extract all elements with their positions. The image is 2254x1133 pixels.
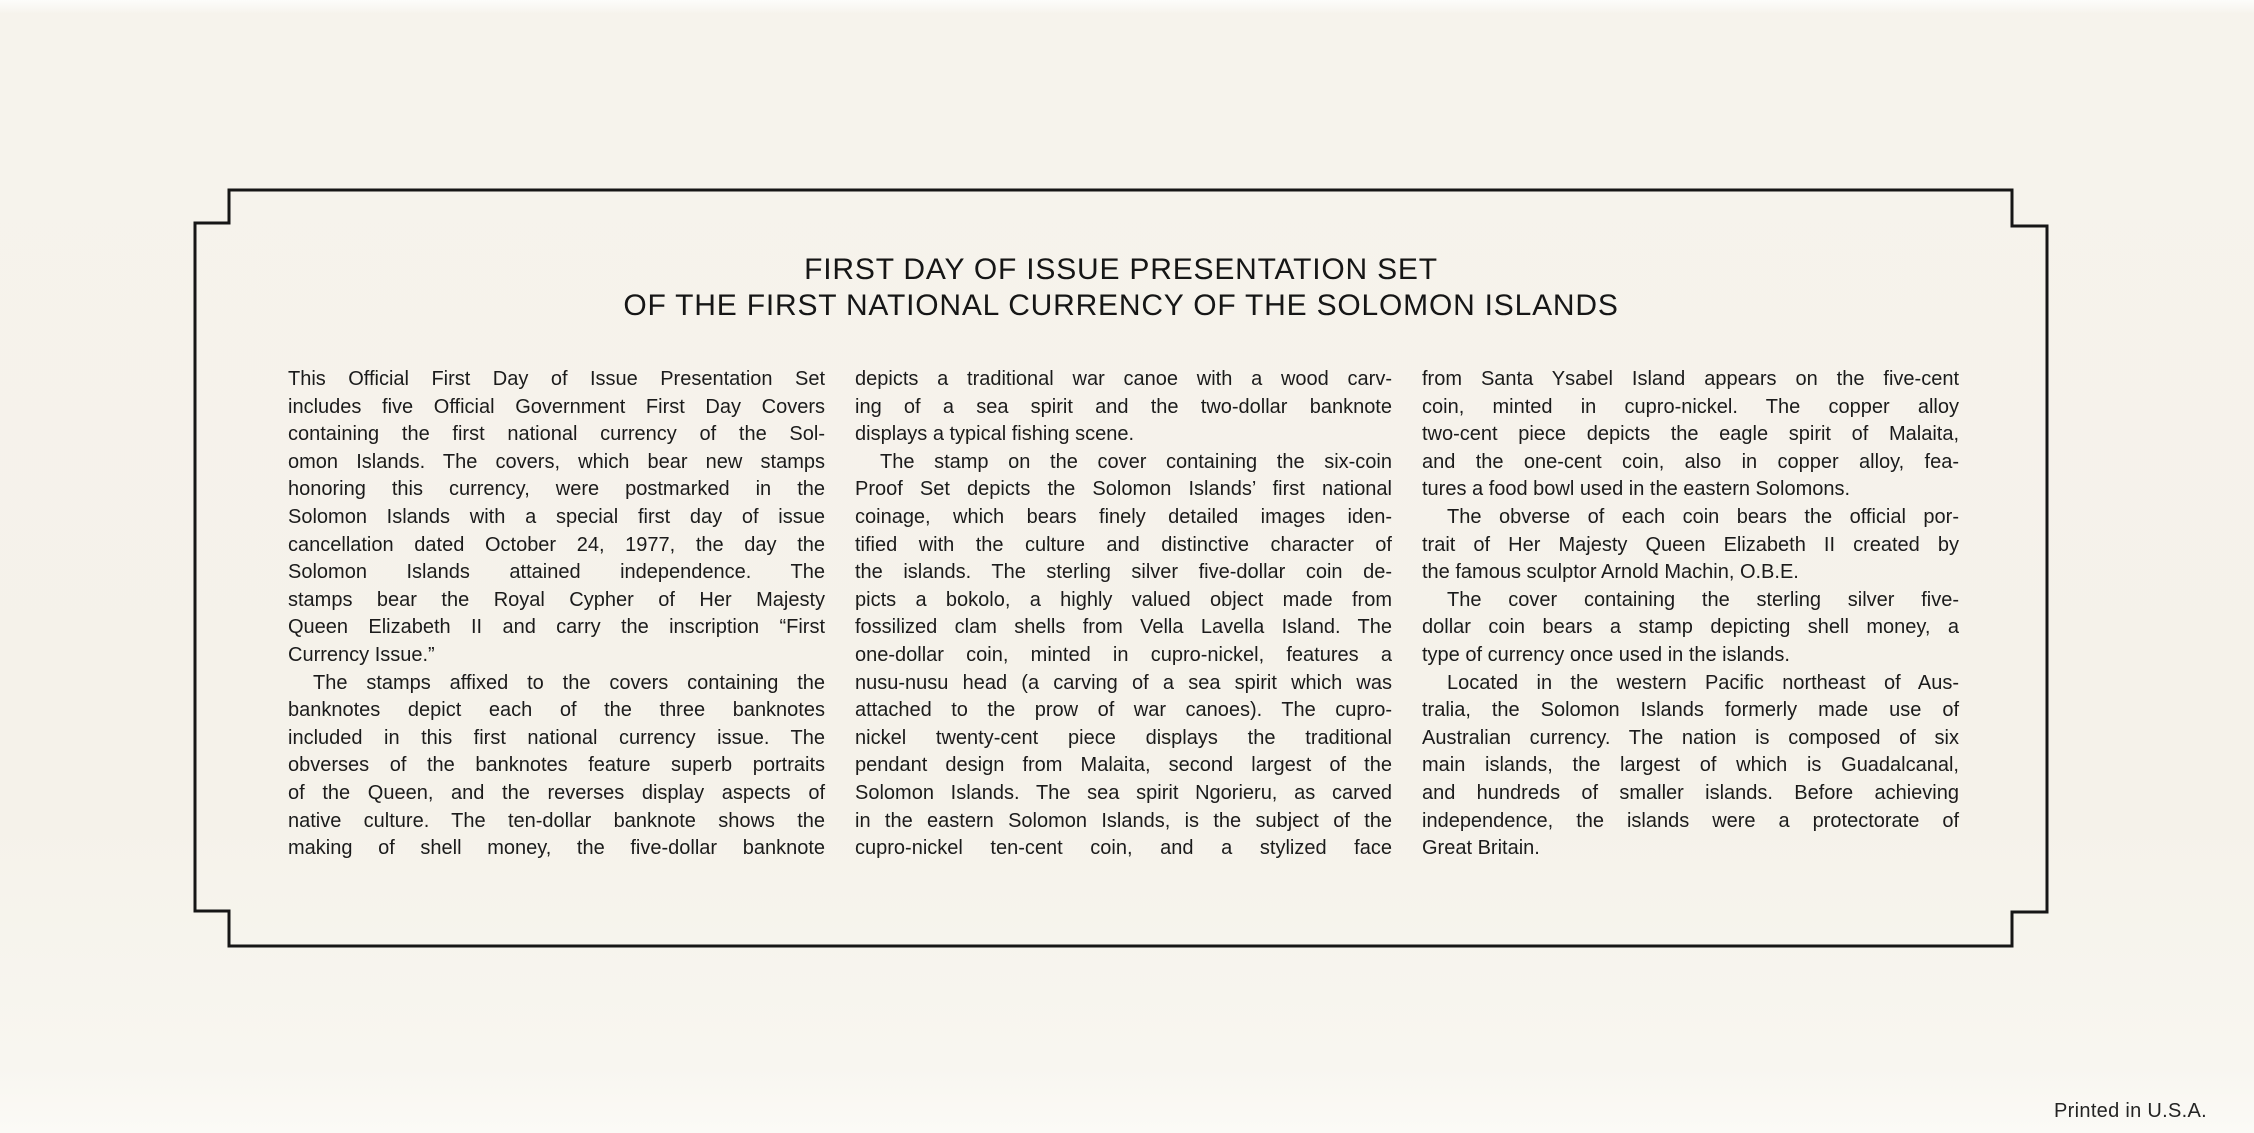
text-column — [855, 366, 1392, 863]
paragraph — [288, 670, 825, 863]
text-line: honoring this currency, were postmarked in the — [288, 478, 825, 501]
text-line: Australian currency. The nation is composed of six — [1422, 726, 1959, 749]
text-line: The stamps affixed to the covers containing the — [313, 671, 825, 694]
text-line: tralia, the Solomon Islands formerly made use of — [1422, 699, 1959, 722]
text-line: picts a bokolo, a highly valued object made from — [855, 588, 1392, 611]
text-line: displays a typical fishing scene. — [855, 423, 1135, 446]
text-line: the famous sculptor Arnold Machin, O.B.E. — [1422, 561, 1799, 584]
text-line: Solomon Islands. The sea spirit Ngorieru, as carved — [855, 781, 1392, 804]
paragraph — [288, 366, 825, 670]
paragraph — [1422, 587, 1959, 670]
text-line: coinage, which bears finely detailed images iden- — [855, 505, 1392, 528]
text-line: The obverse of each coin bears the official por- — [1447, 505, 1959, 528]
text-line: banknotes depict each of the three banknotes — [288, 699, 825, 722]
paragraph — [855, 366, 1392, 449]
paragraph — [855, 449, 1392, 863]
text-columns — [288, 366, 1960, 863]
text-line: nusu-nusu head (a carving of a sea spirit which was — [855, 671, 1392, 694]
text-line: Solomon Islands with a special first day of issue — [288, 505, 825, 528]
text-line: trait of Her Majesty Queen Elizabeth II created by — [1422, 533, 1959, 556]
text-line: The stamp on the cover containing the six-coin — [880, 450, 1392, 473]
printed-in-usa-note: Printed in U.S.A. — [2054, 1100, 2207, 1122]
text-line: and hundreds of smaller islands. Before achieving — [1422, 781, 1959, 804]
text-line: coin, minted in cupro-nickel. The copper alloy — [1422, 395, 1959, 418]
text-line: pendant design from Malaita, second largest of the — [855, 754, 1392, 777]
text-line: and the one-cent coin, also in copper alloy, fea- — [1422, 450, 1959, 473]
text-line: omon Islands. The covers, which bear new stamps — [288, 450, 825, 473]
text-line: nickel twenty-cent piece displays the traditional — [855, 726, 1392, 749]
text-line: included in this first national currency issue. The — [288, 726, 825, 749]
text-line: two-cent piece depicts the eagle spirit of Malaita, — [1422, 423, 1959, 446]
text-line: cupro-nickel ten-cent coin, and a stylized face — [855, 837, 1392, 860]
text-line: Solomon Islands attained independence. The — [288, 561, 825, 584]
text-line: ing of a sea spirit and the two-dollar banknote — [855, 395, 1392, 418]
text-line: main islands, the largest of which is Guadalcanal, — [1422, 754, 1959, 777]
text-line: from Santa Ysabel Island appears on the five-cent — [1422, 368, 1959, 390]
text-line: stamps bear the Royal Cypher of Her Majesty — [288, 588, 825, 611]
text-line: The cover containing the sterling silver five- — [1447, 588, 1959, 611]
paragraph — [1422, 670, 1959, 863]
text-line: native culture. The ten-dollar banknote shows the — [288, 809, 825, 832]
text-line: in the eastern Solomon Islands, is the subject of the — [855, 809, 1392, 832]
text-line: independence, the islands were a protectorate of — [1422, 809, 1959, 832]
text-column — [288, 366, 825, 863]
text-line: the islands. The sterling silver five-dollar coin de- — [855, 561, 1392, 584]
text-line: Great Britain. — [1422, 837, 1540, 860]
text-line: includes five Official Government First Day Covers — [288, 395, 825, 418]
text-column — [1422, 366, 1959, 863]
text-line: making of shell money, the five-dollar banknote — [288, 837, 825, 860]
title-line-2: OF THE FIRST NATIONAL CURRENCY OF THE SOLOMON ISLANDS — [623, 289, 1619, 322]
text-line: Located in the western Pacific northeast of Aus- — [1447, 671, 1959, 694]
text-line: dollar coin bears a stamp depicting shell money, a — [1422, 616, 1959, 639]
text-line: fossilized clam shells from Vella Lavella Island. The — [855, 616, 1392, 639]
text-line: type of currency once used in the islands. — [1422, 643, 1790, 666]
text-line: tures a food bowl used in the eastern Solomons. — [1422, 478, 1851, 501]
text-line: Currency Issue.” — [288, 643, 435, 666]
text-line: of the Queen, and the reverses display aspects of — [288, 781, 825, 804]
text-line: tified with the culture and distinctive character of — [855, 533, 1392, 556]
text-line: obverses of the banknotes feature superb portraits — [288, 754, 825, 777]
text-line: depicts a traditional war canoe with a wood carv- — [855, 368, 1392, 390]
page-title — [195, 252, 2047, 324]
text-line: one-dollar coin, minted in cupro-nickel, features a — [855, 643, 1392, 666]
text-line: Proof Set depicts the Solomon Islands’ first national — [855, 478, 1392, 501]
text-line: attached to the prow of war canoes). The cupro- — [855, 699, 1392, 722]
text-line: Queen Elizabeth II and carry the inscription “First — [288, 616, 825, 639]
title-line-1: FIRST DAY OF ISSUE PRESENTATION SET — [804, 253, 1438, 286]
paragraph — [1422, 366, 1959, 504]
paragraph — [1422, 504, 1959, 587]
text-line: This Official First Day of Issue Presentation Set — [288, 368, 825, 390]
text-line: containing the first national currency of the Sol- — [288, 423, 825, 446]
text-line: cancellation dated October 24, 1977, the day the — [288, 533, 825, 556]
